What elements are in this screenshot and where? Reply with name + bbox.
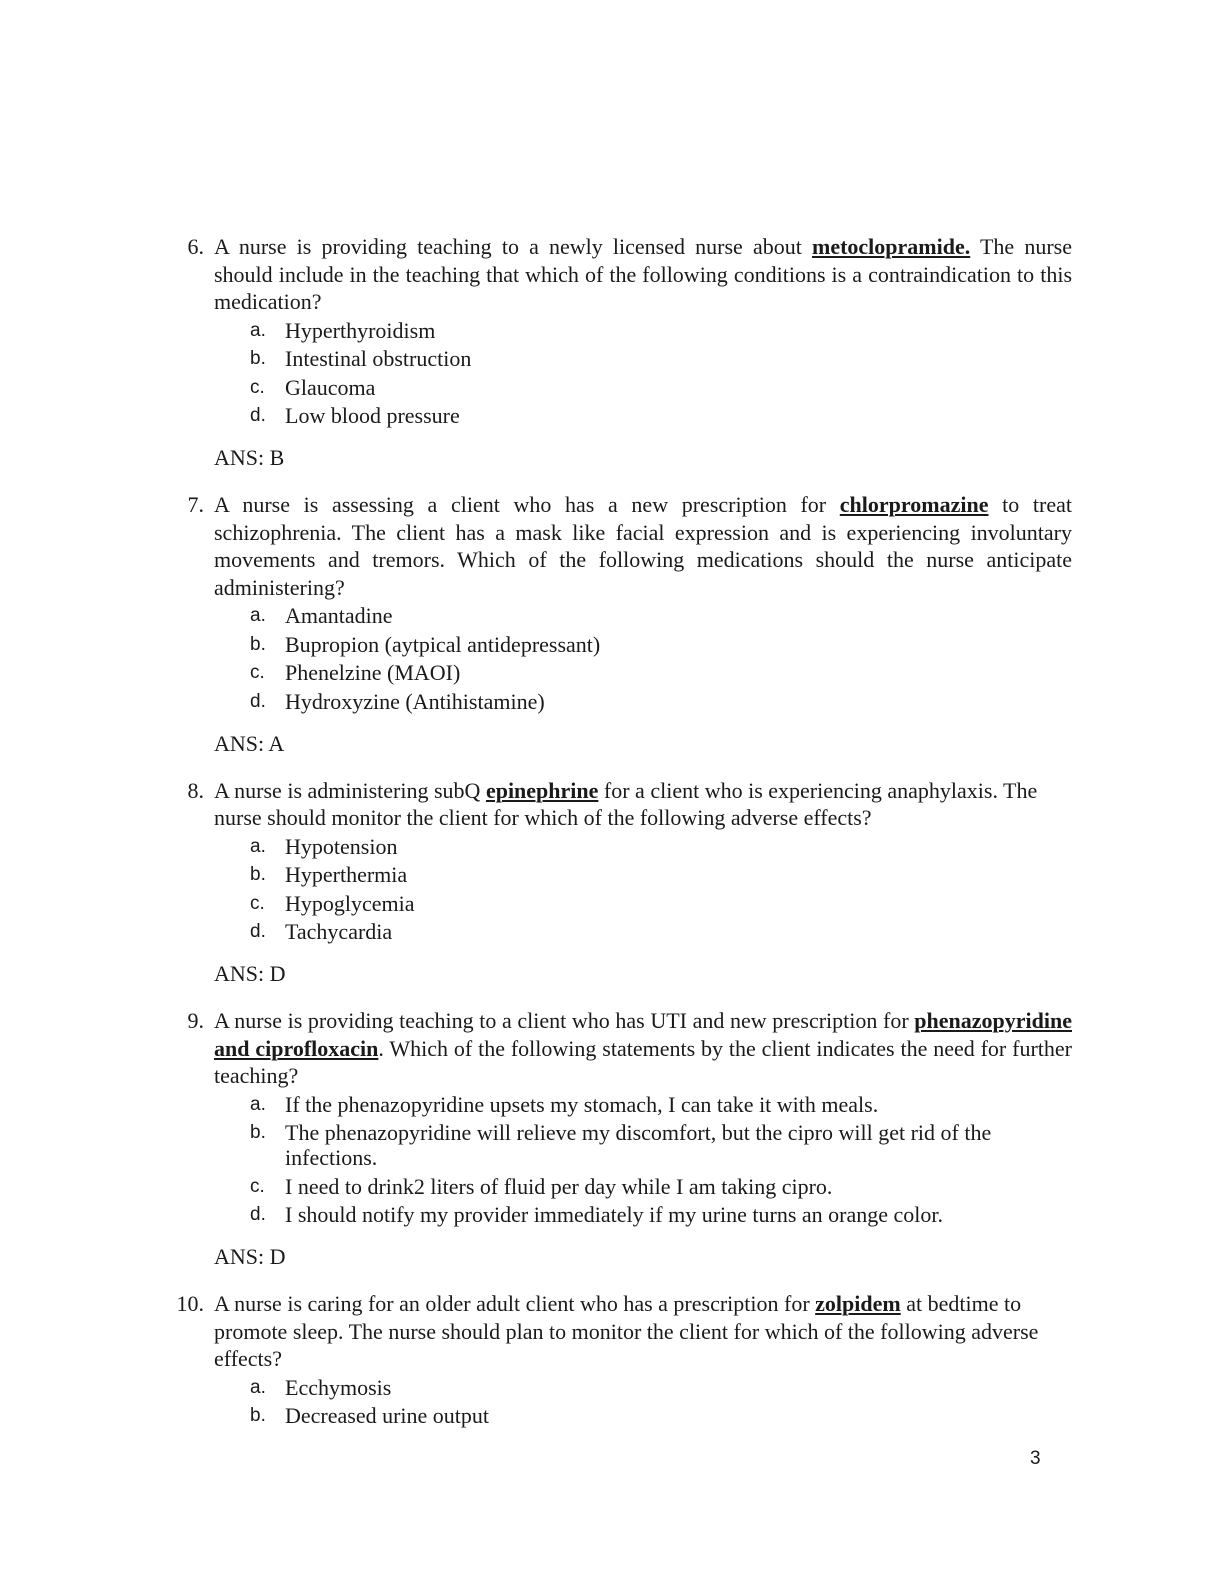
- question-stem: A nurse is caring for an older adult client who has a prescription for zolpidem at bedtime to promote sleep. The nurse should plan to monitor the client for which of the following adverse effects?: [214, 1291, 1039, 1371]
- drug-name: phenazopyridine and ciprofloxacin: [214, 1008, 1072, 1061]
- option-item: [214, 1174, 1072, 1199]
- option-letter: c.: [250, 662, 265, 683]
- question-stem: A nurse is assessing a client who has a new prescription for chlorpromazine to treat schizophrenia. The client has a mask like facial expression and is experiencing involuntary movements and tremors. Which of the following medications should the nurse anticipate administering?: [214, 492, 1072, 600]
- question-6: [170, 233, 1072, 471]
- question-number: 7.: [187, 492, 204, 517]
- question-7: [170, 491, 1072, 757]
- option-text: Amantadine: [285, 603, 393, 628]
- option-item: [214, 632, 1072, 657]
- option-item: [214, 1092, 1072, 1117]
- question-number: 9.: [187, 1008, 204, 1033]
- option-item: [214, 1202, 1072, 1227]
- option-text: I need to drink2 liters of fluid per day while I am taking cipro.: [285, 1173, 833, 1199]
- option-text: Ecchymosis: [285, 1374, 392, 1400]
- option-letter: d.: [250, 921, 266, 942]
- option-letter: a.: [250, 605, 266, 626]
- answer-key: ANS: A: [214, 730, 285, 756]
- option-text: Low blood pressure: [285, 403, 460, 428]
- option-letter: b.: [250, 864, 266, 885]
- question-number: 6.: [187, 234, 204, 259]
- question-list: [170, 233, 1072, 1432]
- option-letter: c.: [250, 1175, 265, 1197]
- option-letter: b.: [250, 633, 266, 655]
- question-10: [170, 1290, 1072, 1428]
- option-text: Hypotension: [285, 833, 398, 859]
- option-letter: c.: [250, 892, 265, 914]
- question-stem: A nurse is administering subQ epinephrine for a client who is experiencing anaphylaxis. The nurse should monitor the client for which of the following adverse effects?: [214, 777, 1038, 830]
- option-text: Hyperthermia: [285, 862, 408, 887]
- option-text: Hyperthyroidism: [285, 317, 436, 343]
- option-text: The phenazopyridine will relieve my discomfort, but the cipro will get rid of the infections.: [285, 1120, 992, 1170]
- option-text: If the phenazopyridine upsets my stomach, I can take it with meals.: [285, 1091, 879, 1117]
- option-letter: d.: [250, 1204, 266, 1225]
- option-item: [214, 834, 1072, 859]
- option-item: [214, 603, 1072, 628]
- option-letter: d.: [250, 690, 266, 712]
- option-item: [214, 689, 1072, 714]
- option-letter: a.: [250, 1376, 266, 1398]
- option-letter: a.: [250, 1093, 266, 1115]
- question-stem: A nurse is providing teaching to a newly licensed nurse about metoclopramide. The nurse should include in the teaching that which of the following conditions is a contraindication to this medication?: [214, 234, 1072, 314]
- answer-key: ANS: D: [214, 1244, 286, 1269]
- option-letter: c.: [250, 376, 265, 398]
- question-stem: A nurse is providing teaching to a client who has UTI and new prescription for phenazopyridine and ciprofloxacin. Which of the following statements by the client indicates the need for further teaching?: [214, 1008, 1072, 1088]
- option-list: [214, 318, 1072, 429]
- answer-key: ANS: B: [214, 445, 285, 470]
- option-text: Hypoglycemia: [285, 890, 415, 916]
- question-number: 8.: [187, 777, 204, 803]
- drug-name: epinephrine: [485, 777, 599, 803]
- option-item: [214, 1403, 1072, 1428]
- answer-key: ANS: D: [214, 961, 286, 986]
- drug-name: zolpidem: [815, 1291, 901, 1316]
- option-item: [214, 1120, 1072, 1170]
- question-9: [170, 1007, 1072, 1270]
- option-item: [214, 346, 1072, 371]
- option-letter: b.: [250, 1405, 266, 1426]
- option-text: Bupropion (aytpical antidepressant): [285, 631, 601, 657]
- option-item: [214, 660, 1072, 685]
- option-item: [214, 919, 1072, 944]
- option-text: Hydroxyzine (Antihistamine): [285, 688, 545, 714]
- option-letter: d.: [250, 405, 266, 426]
- option-item: [214, 891, 1072, 916]
- option-text: I should notify my provider immediately if my urine turns an orange color.: [285, 1202, 944, 1227]
- option-letter: b.: [250, 348, 266, 369]
- drug-name: chlorpromazine: [839, 492, 989, 517]
- option-list: [214, 1375, 1072, 1429]
- question-number: 10.: [176, 1291, 204, 1316]
- option-letter: b.: [250, 1122, 266, 1143]
- option-item: [214, 318, 1072, 343]
- option-list: [214, 834, 1072, 945]
- page-number: 3: [1030, 1448, 1041, 1469]
- question-8: [170, 777, 1072, 988]
- option-item: [214, 375, 1072, 400]
- option-list: [214, 603, 1072, 714]
- drug-name: metoclopramide.: [812, 234, 971, 259]
- option-text: Intestinal obstruction: [285, 346, 472, 371]
- option-item: [214, 403, 1072, 428]
- option-item: [214, 862, 1072, 887]
- option-text: Tachycardia: [285, 919, 393, 944]
- option-text: Phenelzine (MAOI): [285, 660, 461, 685]
- option-text: Glaucoma: [285, 374, 376, 400]
- option-text: Decreased urine output: [285, 1403, 490, 1428]
- option-list: [214, 1092, 1072, 1228]
- option-letter: a.: [250, 835, 266, 857]
- option-item: [214, 1375, 1072, 1400]
- option-letter: a.: [250, 319, 266, 341]
